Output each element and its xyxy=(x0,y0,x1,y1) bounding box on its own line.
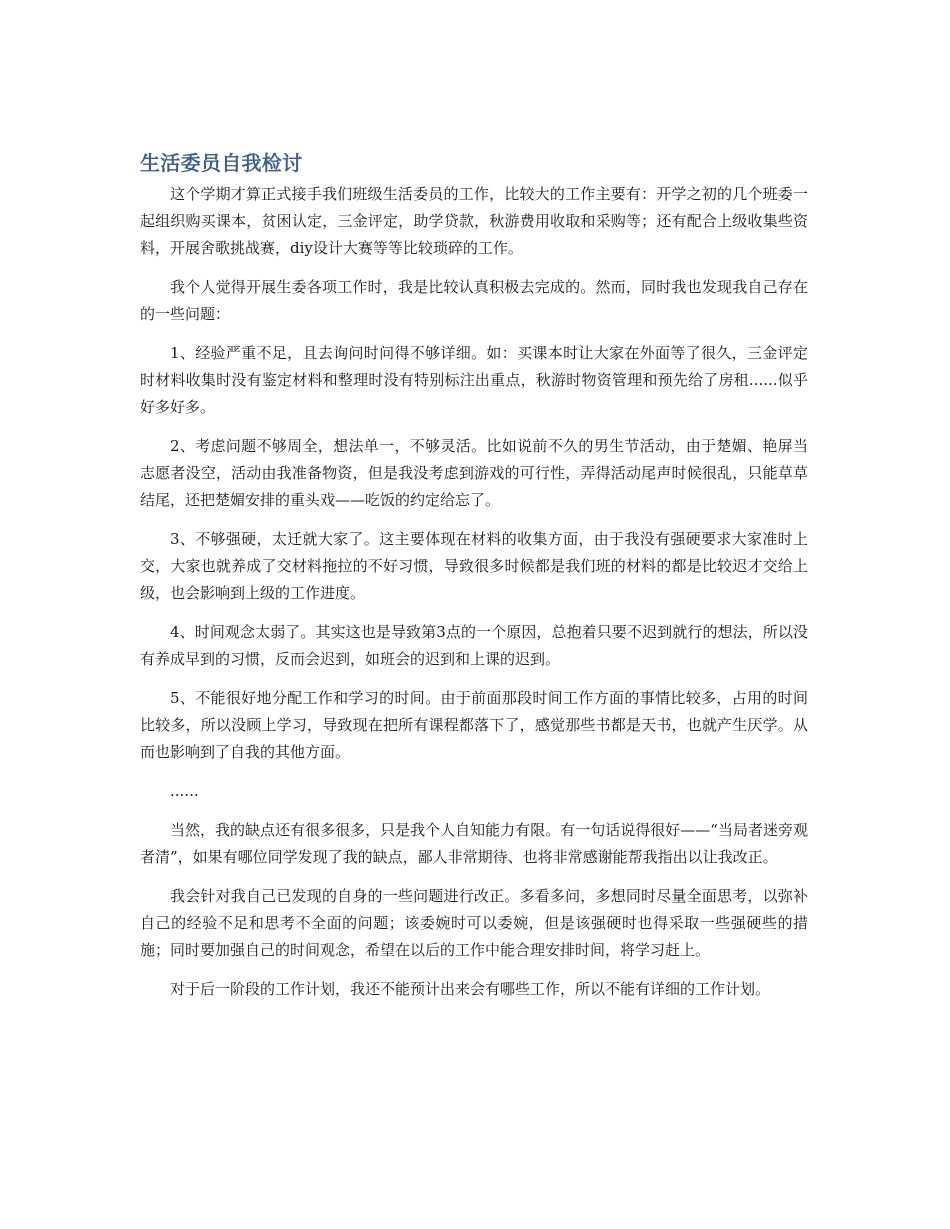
document-body xyxy=(140,148,808,1015)
paragraph-self-assessment: 我个人觉得开展生委各项工作时，我是比较认真积极去完成的。然而，同时我也发现我自己存在的一些问题： xyxy=(140,278,808,323)
paragraph-ellipsis: ...... xyxy=(170,782,199,800)
paragraph-issue-1: 1、经验严重不足，且去询问时问得不够详细。如：买课本时让大家在外面等了很久，三金评定时材料收集时没有鉴定材料和整理时没有特别标注出重点，秋游时物资管理和预先给了房租......似乎好多好多。 xyxy=(140,344,808,416)
paragraph-improvement: 我会针对我自己已发现的自身的一些问题进行改正。多看多问，多想同时尽量全面思考，以弥补自己的经验不足和思考不全面的问题；该委婉时可以委婉，但是该强硬时也得采取一些强硬些的措施；同时要加强自己的时间观念，希望在以后的工作中能合理安排时间，将学习赶上。 xyxy=(140,887,808,959)
paragraph-issue-5: 5、不能很好地分配工作和学习的时间。由于前面那段时间工作方面的事情比较多，占用的时间比较多，所以没顾上学习，导致现在把所有课程都落下了，感觉那些书都是天书，也就产生厌学。从而也影响到了自我的其他方面。 xyxy=(140,689,808,761)
document-title: 生活委员自我检讨 xyxy=(140,151,303,175)
paragraph-intro: 这个学期才算正式接手我们班级生活委员的工作，比较大的工作主要有：开学之初的几个班委一起组织购买课本，贫困认定，三金评定，助学贷款，秋游费用收取和采购等；还有配合上级收集些资料，开展舍歌挑战赛，diy设计大赛等等比较琐碎的工作。 xyxy=(140,185,808,257)
paragraph-issue-3: 3、不够强硬，太迁就大家了。这主要体现在材料的收集方面，由于我没有强硬要求大家准时上交，大家也就养成了交材料拖拉的不好习惯，导致很多时候都是我们班的材料的都是比较迟才交给上级，也会影响到上级的工作进度。 xyxy=(140,530,808,602)
paragraph-issue-2: 2、考虑问题不够周全，想法单一，不够灵活。比如说前不久的男生节活动，由于楚媚、艳屏当志愿者没空，活动由我准备物资，但是我没考虑到游戏的可行性，弄得活动尾声时候很乱，只能草草结尾，还把楚媚安排的重头戏——吃饭的约定给忘了。 xyxy=(140,437,808,509)
paragraph-issue-4: 4、时间观念太弱了。其实这也是导致第3点的一个原因，总抱着只要不迟到就行的想法，所以没有养成早到的习惯，反而会迟到，如班会的迟到和上课的迟到。 xyxy=(140,623,808,668)
paragraph-shortcomings: 当然，我的缺点还有很多很多，只是我个人自知能力有限。有一句话说得很好——“当局者迷旁观者清”，如果有哪位同学发现了我的缺点，鄙人非常期待、也将非常感谢能帮我指出以让我改正。 xyxy=(140,821,808,866)
paragraph-plan: 对于后一阶段的工作计划，我还不能预计出来会有哪些工作，所以不能有详细的工作计划。 xyxy=(170,980,771,998)
